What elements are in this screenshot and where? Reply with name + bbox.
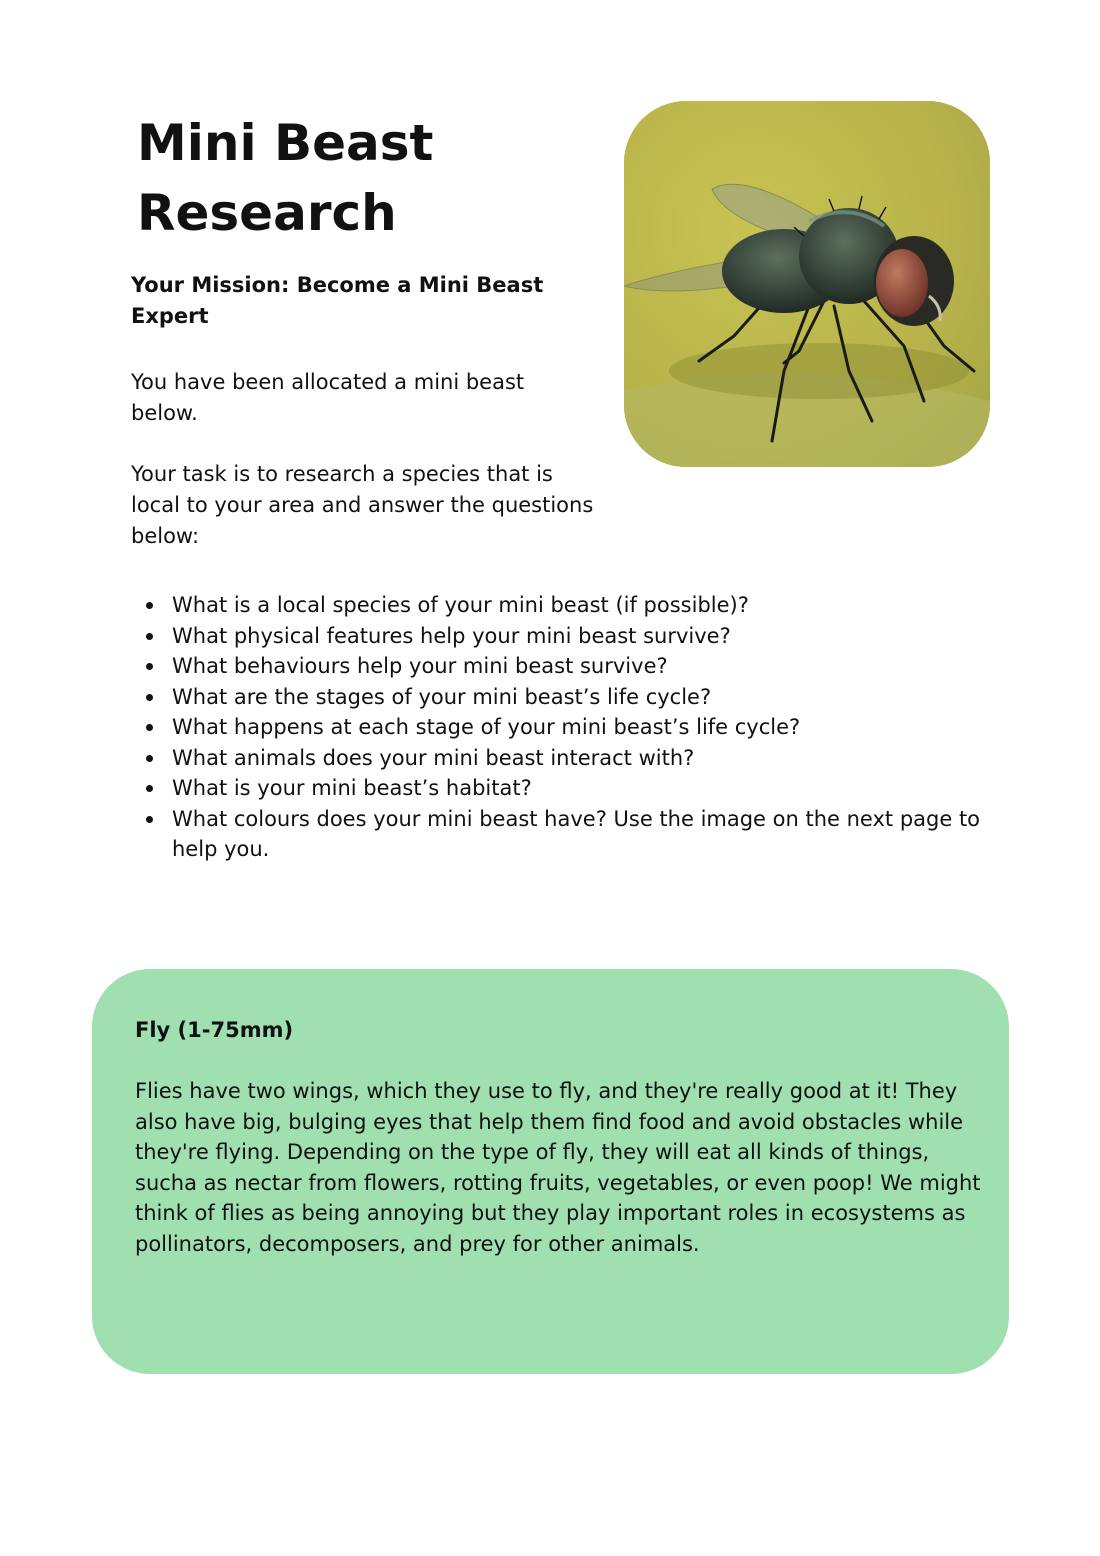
list-item: What animals does your mini beast interact with?	[172, 743, 992, 774]
list-item: What behaviours help your mini beast survive?	[172, 651, 992, 682]
list-item: What are the stages of your mini beast’s life cycle?	[172, 682, 992, 713]
task-text: Your task is to research a species that is local to your area and answer the questions below:	[131, 462, 594, 548]
question-list	[172, 590, 992, 865]
info-card	[92, 969, 1009, 1374]
fly-photo	[624, 101, 990, 467]
page-title: Mini Beast Research	[137, 114, 434, 242]
fly-illustration	[624, 101, 990, 467]
list-item: What colours does your mini beast have? Use the image on the next page to help you.	[172, 804, 992, 865]
list-item: What happens at each stage of your mini beast’s life cycle?	[172, 712, 992, 743]
card-title: Fly (1-75mm)	[135, 1018, 294, 1042]
mission-heading: Your Mission: Become a Mini Beast Expert	[131, 273, 544, 328]
card-description: Flies have two wings, which they use to fly, and they're really good at it! They also have big, bulging eyes that help them find food and avoid obstacles while they're flying. Depending on the type of fly, they will eat all kinds of things, sucha as nectar from flowers, rotting fruits, vegetables, or even poop! We might think of flies as being annoying but they play important roles in ecosystems as pollinators, decomposers, and prey for other animals.	[135, 1079, 981, 1256]
list-item: What is a local species of your mini beast (if possible)?	[172, 590, 992, 621]
intro-text: You have been allocated a mini beast below.	[131, 370, 525, 425]
list-item: What is your mini beast’s habitat?	[172, 773, 992, 804]
list-item: What physical features help your mini beast survive?	[172, 621, 992, 652]
